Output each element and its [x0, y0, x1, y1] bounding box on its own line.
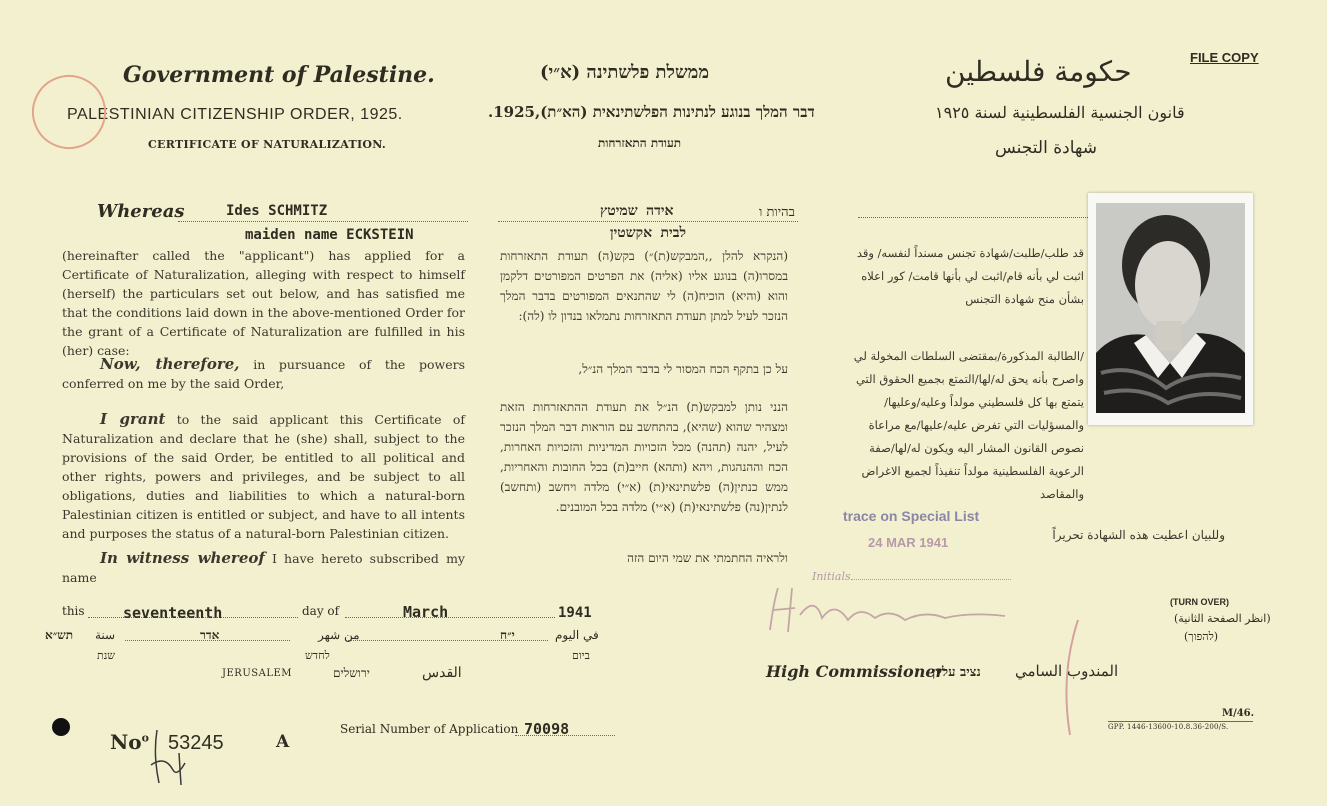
turn-over-ar: (انظر الصفحة الثانية) [1174, 612, 1271, 625]
punch-hole-dot [52, 718, 70, 736]
he-month-value: אדר [200, 628, 220, 642]
hebrew-paragraph-3: הנני נותן למבקש(ת) הנ״ל את תעודת ההתאזרחות הזאת ומצהיר שהוא (שהיא), בהתחשב עם הוראות דבר המלך הנזכר לעיל, יהנה (תהנה) מכל הזכויות המדיניות והזכויות האחרות, הכח וההנהגות, ויהא (ותהא) חייב(ת) בכל החובות והאחריות, ממש כנתין(ה) פלשתינאי(ת) (א״י) מלדה ויחשב (ותחשב) לנתין(נה) פלשתינאי(ת) (א״י) מלדה בכל המובנים. [500, 400, 788, 514]
hebrew-paragraph-2: על כן בתקף הכח המסור לי בדבר המלך הנ״ל, [578, 362, 788, 376]
he-day-label: ביום [572, 649, 590, 662]
government-title-he: ממשלת פלשתינה (א״י) [540, 62, 710, 83]
arabic-paragraph-3: وللبيان اعطيت هذه الشهادة تحريراً [1052, 528, 1225, 542]
applicant-name-en: Ides SCHMITZ [226, 203, 328, 219]
file-copy-label: FILE COPY [1190, 50, 1259, 65]
trace-stamp: trace on Special List [843, 508, 980, 524]
english-paragraph-now: Now, therefore, in pursuance of the powers conferred on me by the said Order, [62, 355, 465, 391]
order-title-en: PALESTINIAN CITIZENSHIP ORDER, 1925. [67, 106, 403, 123]
turn-over-label: (TURN OVER) [1170, 597, 1229, 607]
order-title-he: דבר המלך בנוגע לנתינות הפלשתינאית (הא״ת),1925. [488, 103, 815, 121]
month-underline [345, 617, 555, 618]
english-paragraph-witness: In witness whereof I have hereto subscribed my name [62, 549, 465, 585]
name-underline [178, 221, 468, 222]
year-value: 1941 [558, 605, 592, 621]
ar-day-label: في اليوم [555, 628, 599, 642]
order-title-ar: قانون الجنسية الفلسطينية لسنة ١٩٢٥ [935, 103, 1185, 122]
certificate-title-ar: شهادة التجنس [995, 138, 1097, 158]
ar-year-label: سنة [95, 628, 116, 642]
he-year-value: תש״א [45, 628, 74, 642]
hebrew-paragraph-4: ולראיה החתמתי את שמי היום הזה [627, 551, 788, 565]
initials-label: Initials [812, 570, 1011, 583]
form-code-rule [1108, 721, 1253, 722]
serial-number: 70098 [524, 720, 570, 738]
form-code: M/46. [1222, 708, 1255, 719]
portrait-image [1096, 203, 1245, 413]
arabic-paragraph-2: /الطالبة المذكورة/بمقتضى السلطات المخولة لي واصرح بأنه يحق له/لها/التمتع بجميع الحقوق التي يتمتع بها كل فلسطيني مولداً وعليه/وعليها/ والمسؤليات التي تفرض عليه/عليها/مع مراعاة نصوص القانون المشار اليه ويكون له/لها/صفة الرعوية الفلسطينية مولداً تنفيذاً لجميع الاغراض والمقاصد [853, 349, 1084, 501]
ar-month-label: من شهر [318, 628, 360, 642]
government-title-en: Government of Palestine. [123, 62, 435, 88]
applicant-maiden-name-en: maiden name ECKSTEIN [245, 227, 414, 243]
english-paragraph-1: (hereinafter called the "applicant") has applied for a Certificate of Naturalization, alleging with respect to himself (herself) the particulars set out below, and has satisfied me that the conditions laid down in the above-mentioned Order for the grant of a Certificate of Naturalization are fulfilled in his (her) case: [62, 248, 465, 358]
city-en: JERUSALEM [222, 668, 293, 679]
applicant-maiden-name-he: לבית אקשטין [610, 225, 687, 241]
hebrew-paragraph-1: (הנקרא להלן ,,המבקש(ת)״) בקש(ה) תעודת התאזרחות במסרו(ה) בנוגע אליו (אליה) את הפרטים המפורטים דלקמן והוא (והיא) הוכיח(ה) לי שהתנאים המפורטים בדבר המלך הנזכר לעיל למתן תעודת התאזרחות נתמלאו בנדון לו (לה): [500, 249, 788, 323]
certificate-number: 53245 [168, 732, 224, 754]
certificate-series: A [276, 732, 290, 752]
government-title-ar: حكومة فلسطين [945, 55, 1132, 88]
whereas-label: Whereas [97, 201, 185, 222]
serial-label: Serial Number of Application [340, 722, 519, 736]
he-day-underline [348, 640, 548, 641]
high-commissioner-ar: المندوب السامي [1015, 662, 1119, 680]
day-of-label: day of [302, 604, 340, 618]
he-month-label: לחדש [305, 649, 330, 662]
ar-name-underline [858, 217, 1088, 218]
day-value: seventeenth [123, 604, 223, 622]
high-commissioner-he: נציב עליון [932, 665, 981, 680]
print-code: GPP. 1446-13600-10.8.36-200/S. [1108, 723, 1229, 731]
he-year-label: שנת [97, 649, 116, 662]
month-value: March [403, 603, 449, 621]
turn-over-he: (להפוך) [1184, 630, 1219, 643]
applicant-prefix-he: בהיות ו [759, 205, 795, 220]
applicant-name-he: אידה שמיטץ [600, 203, 674, 219]
clerk-signature [145, 725, 205, 790]
high-commissioner-signature [760, 570, 1030, 640]
certificate-title-en: CERTIFICATE OF NATURALIZATION. [148, 138, 387, 151]
red-pencil-mark [22, 65, 117, 160]
city-he: ירושלים [333, 666, 370, 680]
this-label: this [62, 604, 85, 618]
applicant-photo [1088, 193, 1253, 425]
city-ar: القدس [422, 665, 462, 681]
stamp-date: 24 MAR 1941 [868, 535, 949, 550]
he-day-value: י״ח [500, 628, 515, 642]
red-pencil-stroke [1050, 615, 1100, 745]
certificate-title-he: תעודת התאזרחות [598, 136, 682, 150]
he-name-underline [498, 221, 798, 222]
english-paragraph-grant: I grant to the said applicant this Certificate of Naturalization and declare that he (she) shall, subject to the provisions of the said Order, be entitled to all political and other rights, powers and privileges, and be subject to all obligations, duties and liabilities to which a natural-born Palestinian citizen is entitled or subject, and have to all intents and purposes the status of a natural-born Palestinian citizen. [62, 410, 465, 541]
arabic-paragraph-1: قد طلب/طلبت/شهادة تجنس مسنداً لنفسه/ وقد اثبت لي بأنه قام/اثبت لي بأنها قامت/ كور اعلاه بشأن منح شهادة التجنس [856, 246, 1084, 306]
certificate-number-label: No$^o$ [110, 730, 149, 754]
high-commissioner-en: High Commissioner [766, 662, 944, 681]
